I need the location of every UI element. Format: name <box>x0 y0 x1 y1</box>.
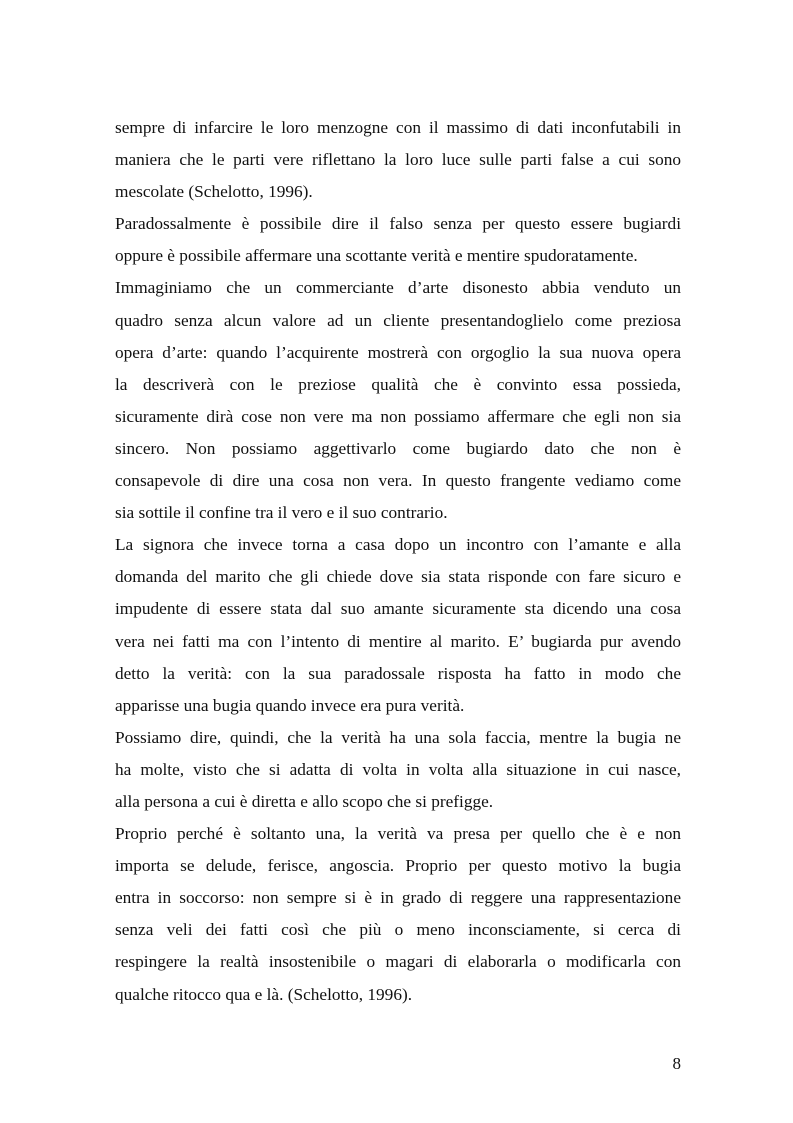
text-line: oppure è possibile affermare una scottante verità e mentire spudoratamente. <box>115 246 638 266</box>
text-line: sincero. Non possiamo aggettivarlo come bugiardo dato che non è <box>115 438 681 458</box>
text-line: domanda del marito che gli chiede dove sia stata risponde con fare sicuro e <box>115 567 681 587</box>
text-line: maniera che le parti vere riflettano la loro luce sulle parti false a cui sono <box>115 150 681 170</box>
text-line: consapevole di dire una cosa non vera. In questo frangente vediamo come <box>115 471 681 491</box>
text-line: la descriverà con le preziose qualità che è convinto essa possieda, <box>115 374 681 394</box>
text-line: La signora che invece torna a casa dopo un incontro con l’amante e alla <box>115 535 681 555</box>
text-line: Immaginiamo che un commerciante d’arte disonesto abbia venduto un <box>115 278 681 298</box>
text-line: Paradossalmente è possibile dire il falso senza per questo essere bugiardi <box>115 214 681 234</box>
text-line: impudente di essere stata dal suo amante sicuramente sta dicendo una cosa <box>115 599 681 619</box>
text-line: quadro senza alcun valore ad un cliente presentandoglielo come preziosa <box>115 310 681 330</box>
text-line: senza veli dei fatti così che più o meno inconsciamente, si cerca di <box>115 920 681 940</box>
text-line: sicuramente dirà cose non vere ma non possiamo affermare che egli non sia <box>115 406 681 426</box>
text-line: apparisse una bugia quando invece era pura verità. <box>115 695 465 715</box>
text-line: sia sottile il confine tra il vero e il suo contrario. <box>115 503 448 523</box>
text-line: vera nei fatti ma con l’intento di mentire al marito. E’ bugiarda pur avendo <box>115 631 681 651</box>
text-line: importa se delude, ferisce, angoscia. Proprio per questo motivo la bugia <box>115 856 681 876</box>
text-line: qualche ritocco qua e là. (Schelotto, 1996). <box>115 984 413 1004</box>
text-line: entra in soccorso: non sempre si è in grado di reggere una rappresentazione <box>115 888 681 908</box>
text-line: sempre di infarcire le loro menzogne con il massimo di dati inconfutabili in <box>115 118 681 137</box>
text-line: ha molte, visto che si adatta di volta in volta alla situazione in cui nasce, <box>115 759 681 779</box>
text-line: opera d’arte: quando l’acquirente mostrerà con orgoglio la sua nuova opera <box>115 342 681 362</box>
body-text <box>115 112 681 1011</box>
page-number: 8 <box>672 1054 681 1073</box>
text-line: detto la verità: con la sua paradossale risposta ha fatto in modo che <box>115 663 681 683</box>
text-line: alla persona a cui è diretta e allo scopo che si prefigge. <box>115 791 494 811</box>
text-line: Proprio perché è soltanto una, la verità va presa per quello che è e non <box>115 824 681 844</box>
text-line: mescolate (Schelotto, 1996). <box>115 182 313 202</box>
text-line: Possiamo dire, quindi, che la verità ha una sola faccia, mentre la bugia ne <box>115 727 681 747</box>
text-line: respingere la realtà insostenibile o magari di elaborarla o modificarla con <box>115 952 681 972</box>
